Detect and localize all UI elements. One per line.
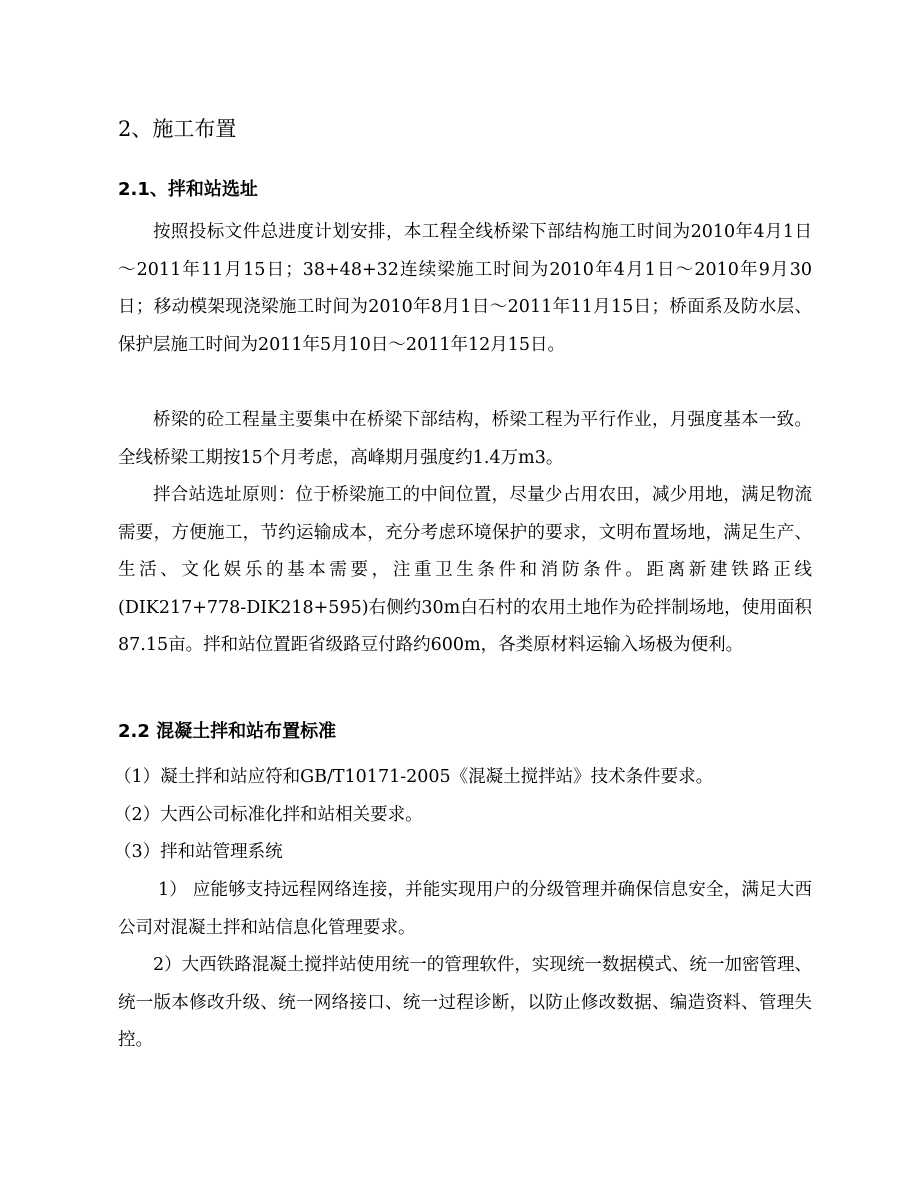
standard-item-2: （2）大西公司标准化拌和站相关要求。 xyxy=(114,805,423,825)
management-sub-item-1: 1） 应能够支持远程网络连接，并能实现用户的分级管理并确保信息安全，满足大西公司对混凝土拌和站信息化管理要求。 xyxy=(118,880,812,938)
management-sub-item-2: 2）大西铁路混凝土搅拌站使用统一的管理软件，实现统一数据模式、统一加密管理、统一版本修改升级、统一网络接口、统一过程诊断，以防止修改数据、编造资料、管理失控。 xyxy=(118,955,812,1050)
standard-item-3: （3）拌和站管理系统 xyxy=(114,842,283,862)
standard-item-1: （1）凝土拌和站应符和GB/T10171-2005《混凝土搅拌站》技术条件要求。 xyxy=(114,767,714,787)
paragraph-concrete-volume: 桥梁的砼工程量主要集中在桥梁下部结构，桥梁工程为平行作业，月强度基本一致。全线桥梁工期按15个月考虑，高峰期月强度约1.4万m3。 xyxy=(118,410,812,468)
paragraph-schedule: 按照投标文件总进度计划安排，本工程全线桥梁下部结构施工时间为2010年4月1日～2011年11月15日；38+48+32连续梁施工时间为2010年4月1日～2010年9月30日；移动模架现浇梁施工时间为2010年8月1日～2011年11月15日；桥面系及防水层、保护层施工时间为2011年5月10日～2011年12月15日。 xyxy=(118,222,812,355)
subsection-title-site-selection: 2.1、拌和站选址 xyxy=(118,179,258,200)
section-title: 2、施工布置 xyxy=(118,117,237,141)
paragraph-site-principles: 拌合站选址原则：位于桥梁施工的中间位置，尽量少占用农田，减少用地，满足物流需要，方便施工，节约运输成本，充分考虑环境保护的要求，文明布置场地，满足生产、生活、文化娱乐的基本需要，注重卫生条件和消防条件。距离新建铁路正线(DIK217+778-DIK218+595)右侧约30m白石村的农用土地作为砼拌制场地，使用面积87.15亩。拌和站位置距省级路豆付路约600m，各类原材料运输入场极为便利。 xyxy=(118,485,812,655)
subsection-title-layout-standards: 2.2 混凝土拌和站布置标准 xyxy=(118,721,337,742)
